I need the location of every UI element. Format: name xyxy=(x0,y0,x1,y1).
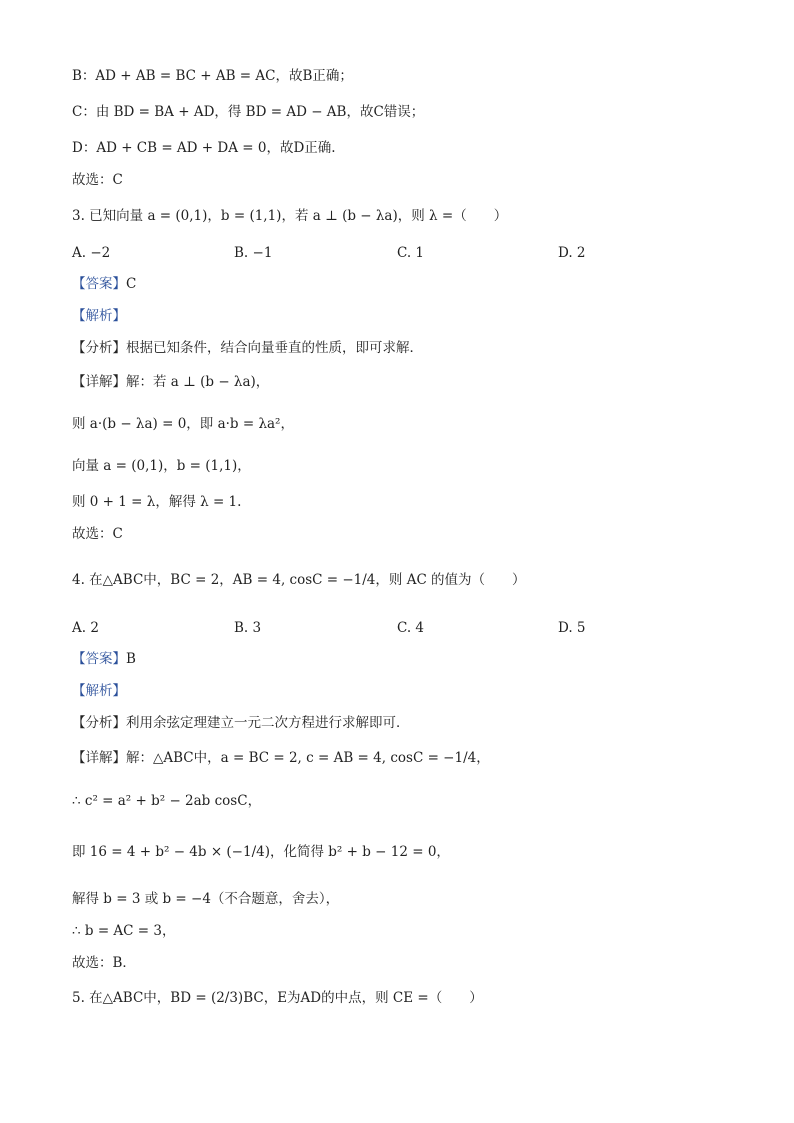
question-3-stem: 3. 已知向量 a = (0,1)，b = (1,1)，若 a ⊥ (b − λa)，则 λ =（ ） xyxy=(72,208,508,224)
question-4-stem: 4. 在△ABC中，BC = 2，AB = 4, cosC = −1/4，则 AC 的值为（ ） xyxy=(72,572,526,588)
q3-option-a: A. −2 xyxy=(72,245,111,261)
q4-answer-value: B xyxy=(126,651,136,667)
q3-option-b: B. −1 xyxy=(234,245,273,261)
q4-step-4: ∴ b = AC = 3， xyxy=(72,923,176,939)
q4-step-3: 解得 b = 3 或 b = −4（不合题意，舍去）， xyxy=(72,891,340,907)
q4-option-c: C. 4 xyxy=(397,620,425,636)
text-line-option-b: B：AD + AB = BC + AB = AC，故B正确； xyxy=(72,68,353,84)
q4-detail: 【详解】解：△ABC中，a = BC = 2, c = AB = 4, cosC = −1/4， xyxy=(72,750,490,766)
q4-choose: 故选：B． xyxy=(72,955,136,971)
q4-analysis-tag: 【解析】 xyxy=(72,683,126,699)
text-line-option-d: D：AD + CB = AD + DA = 0，故D正确. xyxy=(72,140,336,156)
q4-option-a: A. 2 xyxy=(72,620,99,636)
q3-step-2: 向量 a = (0,1)，b = (1,1)， xyxy=(72,458,251,474)
q3-option-d: D. 2 xyxy=(558,245,586,261)
q3-answer-value: C xyxy=(126,276,137,292)
q3-detail: 【详解】解：若 a ⊥ (b − λa)， xyxy=(72,374,270,390)
q4-step-1: ∴ c² = a² + b² − 2ab cosC， xyxy=(72,793,262,809)
q3-step-1: 则 a·(b − λa) = 0，即 a·b = λa²， xyxy=(72,416,294,432)
q4-option-b: B. 3 xyxy=(234,620,262,636)
q3-analysis-tag: 【解析】 xyxy=(72,308,126,324)
q3-analysis: 【分析】根据已知条件，结合向量垂直的性质，即可求解． xyxy=(72,340,423,356)
answer-tag: 【答案】 xyxy=(72,276,126,292)
q3-choose: 故选：C xyxy=(72,526,123,542)
q4-step-2: 即 16 = 4 + b² − 4b × (−1/4)，化简得 b² + b − 12 = 0， xyxy=(72,844,450,860)
q3-answer xyxy=(72,274,136,294)
text-line-choose: 故选：C xyxy=(72,172,123,188)
question-5-stem: 5. 在△ABC中，BD = (2/3)BC，E为AD的中点，则 CE =（ ） xyxy=(72,990,483,1006)
q3-option-c: C. 1 xyxy=(397,245,425,261)
text-line-option-c: C：由 BD = BA + AD，得 BD = AD − AB，故C错误； xyxy=(72,104,425,120)
q4-analysis: 【分析】利用余弦定理建立一元二次方程进行求解即可． xyxy=(72,715,410,731)
answer-tag: 【答案】 xyxy=(72,651,126,667)
q4-option-d: D. 5 xyxy=(558,620,586,636)
q3-step-3: 则 0 + 1 = λ，解得 λ = 1. xyxy=(72,494,242,510)
q4-answer xyxy=(72,649,136,669)
